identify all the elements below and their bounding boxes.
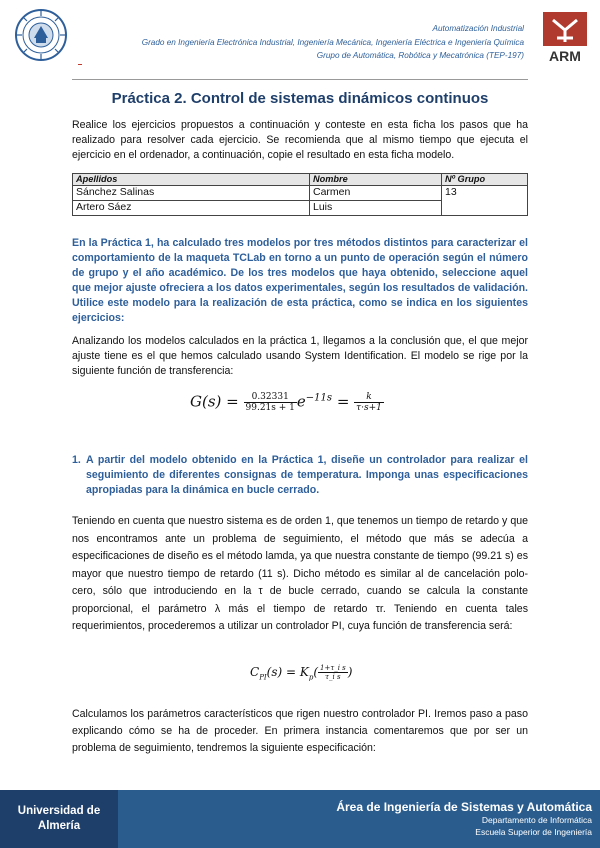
arm-group-logo bbox=[540, 8, 590, 64]
table-row bbox=[73, 186, 528, 201]
pi-denominator: τ_i s bbox=[325, 673, 341, 681]
header-divider bbox=[72, 79, 528, 80]
page-title: Práctica 2. Control de sistemas dinámicos continuos bbox=[111, 90, 489, 107]
research-group: Grupo de Automática, Robótica y Mecatrónica (TEP-197) bbox=[316, 51, 524, 60]
cell-group: 13 bbox=[442, 186, 528, 216]
authors-table bbox=[72, 173, 528, 216]
exercise-item bbox=[72, 453, 528, 498]
university-seal-logo bbox=[14, 8, 68, 62]
header-nombre: Nombre bbox=[310, 174, 442, 186]
analysis-paragraph: Analizando los modelos calculados en la práctica 1, llegamos a la conclusión que, el que mejor ajuste tiene es el que hemos calculado usando System Identification. El modelo se rige por la siguiente función de transferencia: bbox=[72, 335, 528, 377]
pi-lhs-sub: PI bbox=[259, 673, 267, 682]
formula-numerator-k: k bbox=[354, 392, 384, 403]
formula-exponent: −11s bbox=[305, 392, 333, 404]
transfer-function-formula bbox=[190, 392, 384, 413]
footer-department-block bbox=[336, 800, 592, 838]
kp-sub: p bbox=[308, 673, 314, 682]
header-text bbox=[142, 22, 524, 63]
course-name: Automatización Industrial bbox=[432, 24, 524, 33]
formula-lhs: G(s) = bbox=[190, 392, 239, 411]
formula-denominator: 99.21s + 1 bbox=[245, 403, 295, 413]
table-header-row bbox=[73, 174, 528, 186]
header-mark bbox=[78, 64, 82, 65]
pi-lhs: C bbox=[250, 665, 260, 679]
instructions-paragraph: En la Práctica 1, ha calculado tres modelos por tres métodos distintos para caracterizar el comportamiento de la maqueta TCLab en torno a un punto de operación según el número de grupo y el año académico. De los tres modelos que haya obtenido, seleccione aquel que mejor ajuste ofreciera a los datos experimentales, según los resultados de validación. Utilice este modelo para la realización de esta práctica, como se indica en los siguientes ejercicios: bbox=[72, 237, 528, 324]
design-paragraph: Teniendo en cuenta que nuestro sistema es de orden 1, que tenemos un tiempo de retardo y que nos encontramos ante un problema de seguimiento, el método que más se adecúa a especificaciones de diseño es el método lamda, ya que nuestra constante de tiempo (99.21 s) es mayor que nuestro tiempo de retardo (11 s). Dicho método es similar al de cancelación polo-cero, sólo que introduciendo en la τ de bucle cerrado, cuando se calcula la constante proporcional, el parámetro λ más el tiempo de retardo τr. Teniendo en cuenta tales requerimientos, procederemos a utilizar un controlador PI, cuya función de transferencia será: bbox=[72, 515, 528, 632]
pi-lhs-rest: (s) = K bbox=[266, 665, 309, 679]
cell-name: Luis bbox=[310, 201, 442, 216]
footer-area: Área de Ingeniería de Sistemas y Automática bbox=[336, 800, 592, 814]
footer-university bbox=[0, 790, 118, 848]
formula-equals: = bbox=[336, 392, 350, 411]
university-name: Universidad de Almería bbox=[17, 805, 101, 832]
arm-logo-text: ARM bbox=[549, 48, 581, 64]
formula-fraction-symbolic bbox=[354, 392, 384, 413]
cell-name: Carmen bbox=[310, 186, 442, 201]
exercise-text: A partir del modelo obtenido en la Práctica 1, diseñe un controlador para realizar el seguimiento de diferentes consignas de temperatura. Imponga unas especificaciones apropiadas para la dinámica en bucle cerrado. bbox=[86, 454, 528, 496]
degree-list: Grado en Ingeniería Electrónica Industrial, Ingeniería Mecánica, Ingeniería Eléctrica e Ingeniería Química bbox=[141, 37, 524, 47]
exercise-number: 1. bbox=[72, 454, 81, 466]
formula-numerator: 0.32331 bbox=[244, 392, 297, 403]
header-grupo: Nº Grupo bbox=[442, 174, 528, 186]
formula-exp-base: e bbox=[296, 392, 306, 411]
cell-surname: Sánchez Salinas bbox=[73, 186, 310, 201]
closing-paragraph: Calculamos los parámetros característicos que rigen nuestro controlador PI. Iremos paso a paso explicando cómo se ha de proceder. En primera instancia comentaremos que por ser un problema de seguimiento, tendremos la siguiente especificación: bbox=[72, 708, 528, 754]
intro-paragraph: Realice los ejercicios propuestos a continuación y conteste en esta ficha los pasos que ha realizado para resolver cada ejercicio. Se recomienda que al mismo tiempo que ejecuta el ejercicio en el ordenador, a continuación, copie el resultado en esta ficha modelo. bbox=[72, 119, 528, 161]
cell-surname: Artero Sáez bbox=[73, 201, 310, 216]
header-apellidos: Apellidos bbox=[73, 174, 310, 186]
footer-school: Escuela Superior de Ingeniería bbox=[475, 827, 592, 837]
formula-fraction bbox=[244, 392, 297, 413]
pi-controller-formula: $C_{PI}(s) = K_p$( $\frac{\text{1+τ\_i s}}{\text{τ\_i s}}$ ) bbox=[250, 664, 353, 682]
pi-numerator: 1+τ_i s bbox=[320, 664, 346, 672]
pi-fraction bbox=[318, 664, 348, 681]
formula-denominator-tau: τ·s+1 bbox=[356, 403, 382, 413]
footer-department: Departamento de Informática bbox=[481, 815, 592, 825]
